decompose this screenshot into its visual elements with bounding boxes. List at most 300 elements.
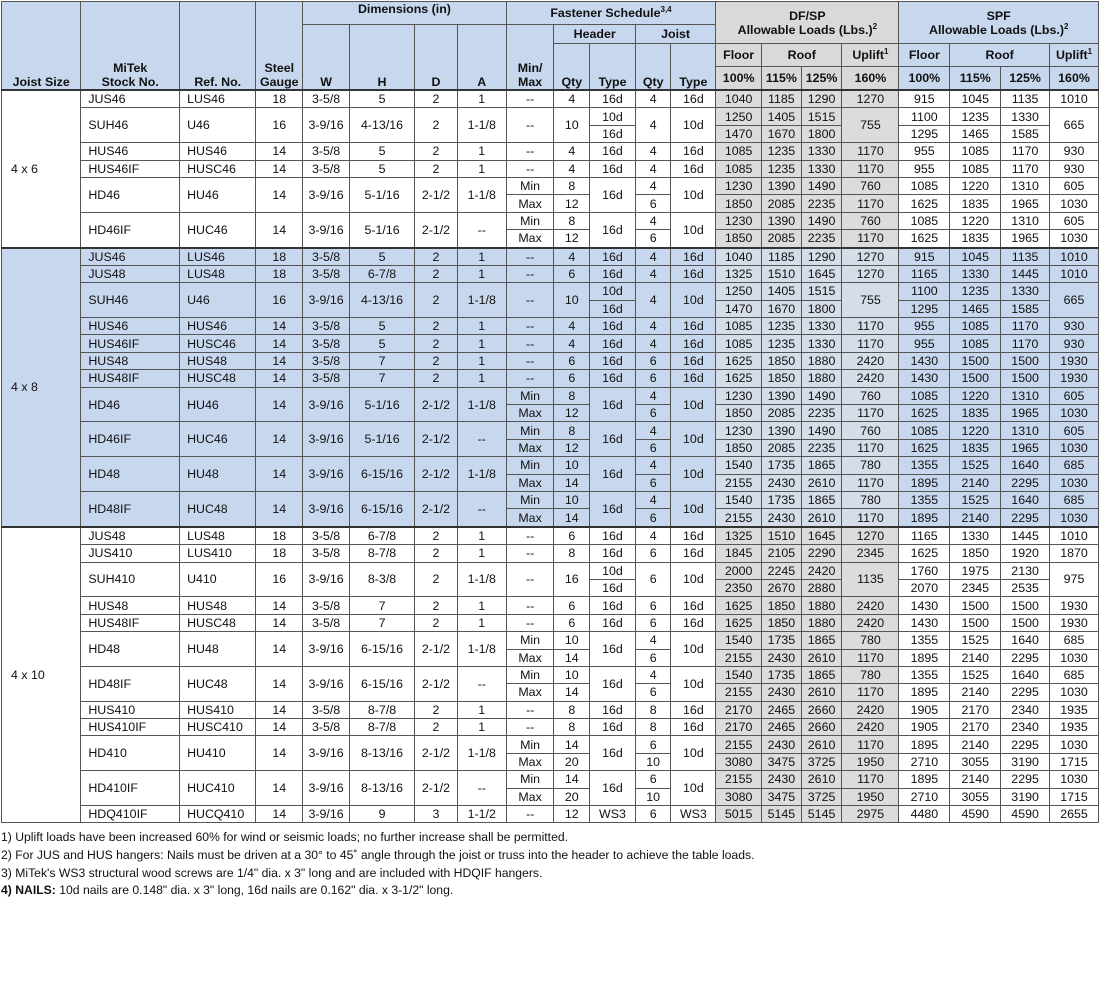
col-w: W (303, 25, 350, 91)
header-type-cell: 16d (590, 422, 636, 457)
dfsp-load-cell: 2465 (762, 701, 802, 718)
joist-qty-cell: 6 (635, 649, 671, 666)
header-type-cell: 16d (590, 457, 636, 492)
spf-load-cell: 1525 (950, 632, 1001, 649)
a-cell: 1 (457, 248, 506, 266)
min-max-cell: Max (506, 788, 554, 805)
w-cell: 3-9/16 (303, 736, 350, 771)
w-cell: 3-5/8 (303, 352, 350, 369)
stock-no-cell: HD410 (81, 736, 180, 771)
dfsp-load-cell: 1270 (842, 527, 899, 545)
min-max-cell: Min (506, 387, 554, 404)
dfsp-load-cell: 3475 (762, 753, 802, 770)
h-cell: 6-15/16 (349, 632, 414, 667)
joist-qty-cell: 8 (635, 701, 671, 718)
spf-load-cell: 930 (1050, 335, 1099, 352)
dfsp-load-cell: 3725 (801, 788, 842, 805)
min-max-cell: -- (506, 335, 554, 352)
col-joist-type: Type (671, 44, 716, 91)
table-row (2, 212, 1099, 229)
d-cell: 2 (415, 248, 458, 266)
a-cell: 1 (457, 719, 506, 736)
spf-load-cell: 1760 (899, 562, 950, 579)
dfsp-load-cell: 1625 (716, 370, 762, 387)
spf-load-cell: 1010 (1050, 248, 1099, 266)
d-cell: 2-1/2 (415, 177, 458, 212)
joist-group-4x10 (2, 527, 1099, 823)
a-cell: 1 (457, 597, 506, 614)
dfsp-load-cell: 1800 (801, 125, 842, 142)
dfsp-load-cell: 2670 (762, 579, 802, 596)
ref-no-cell: HU410 (180, 736, 256, 771)
d-cell: 2-1/2 (415, 491, 458, 526)
spf-load-cell: 1640 (1001, 632, 1050, 649)
dfsp-load-cell: 1250 (716, 283, 762, 300)
min-max-cell: -- (506, 283, 554, 318)
gauge-cell: 14 (256, 597, 303, 614)
d-cell: 2 (415, 562, 458, 597)
col-joist-size: Joist Size (2, 2, 81, 91)
joist-type-cell: 10d (671, 632, 716, 667)
spf-load-cell: 1500 (950, 597, 1001, 614)
dfsp-load-cell: 1880 (801, 614, 842, 631)
spf-load-cell: 1920 (1001, 545, 1050, 562)
ref-no-cell: HUSC46 (180, 335, 256, 352)
ref-no-cell: HUC46 (180, 212, 256, 247)
spf-load-cell: 2340 (1001, 701, 1050, 718)
dfsp-load-cell: 1490 (801, 387, 842, 404)
dfsp-load-cell: 1230 (716, 177, 762, 194)
dfsp-load-cell: 1290 (801, 248, 842, 266)
spf-load-cell: 1895 (899, 736, 950, 753)
dfsp-load-cell: 2155 (716, 771, 762, 788)
col-dfsp-group: DF/SP Allowable Loads $(Lbs.)^2$ (716, 2, 899, 44)
w-cell: 3-9/16 (303, 562, 350, 597)
table-row (2, 632, 1099, 649)
dfsp-load-cell: 1540 (716, 632, 762, 649)
dfsp-load-cell: 1270 (842, 90, 899, 108)
gauge-cell: 14 (256, 719, 303, 736)
col-ref-no: Ref. No. (180, 2, 256, 91)
header-type-cell: 16d (590, 527, 636, 545)
dfsp-load-cell: 760 (842, 422, 899, 439)
d-cell: 2 (415, 370, 458, 387)
dfsp-load-cell: 2235 (801, 405, 842, 422)
joist-qty-cell: 6 (635, 806, 671, 823)
dfsp-load-cell: 1235 (762, 318, 802, 335)
joist-qty-cell: 4 (635, 387, 671, 404)
spf-load-cell: 685 (1050, 491, 1099, 508)
spf-load-cell: 1930 (1050, 352, 1099, 369)
stock-no-cell: HUS46IF (81, 335, 180, 352)
dfsp-load-cell: 2430 (762, 771, 802, 788)
spf-load-cell: 1445 (1001, 527, 1050, 545)
dfsp-load-cell: 1290 (801, 90, 842, 108)
dfsp-load-cell: 1235 (762, 160, 802, 177)
min-max-cell: -- (506, 597, 554, 614)
d-cell: 2 (415, 108, 458, 143)
h-cell: 8-3/8 (349, 562, 414, 597)
min-max-cell: Max (506, 649, 554, 666)
col-spf-100: 100% (899, 67, 950, 91)
col-stock-no: MiTek Stock No. (81, 2, 180, 91)
min-max-cell: Max (506, 509, 554, 527)
w-cell: 3-5/8 (303, 318, 350, 335)
spf-load-cell: 1085 (899, 422, 950, 439)
dfsp-load-cell: 2610 (801, 771, 842, 788)
gauge-cell: 16 (256, 108, 303, 143)
min-max-cell: Min (506, 736, 554, 753)
table-header (2, 2, 1099, 91)
dfsp-load-cell: 2290 (801, 545, 842, 562)
a-cell: 1 (457, 143, 506, 160)
joist-qty-cell: 8 (635, 719, 671, 736)
stock-no-cell: HD410IF (81, 771, 180, 806)
spf-load-cell: 1465 (950, 125, 1001, 142)
col-dfsp-floor: Floor (716, 44, 762, 67)
table-row (2, 527, 1099, 545)
table-row (2, 370, 1099, 387)
dfsp-load-cell: 3725 (801, 753, 842, 770)
dfsp-load-cell: 2430 (762, 649, 802, 666)
dfsp-load-cell: 2420 (842, 719, 899, 736)
joist-type-cell: 10d (671, 108, 716, 143)
gauge-cell: 14 (256, 335, 303, 352)
stock-no-cell: SUH410 (81, 562, 180, 597)
spf-load-cell: 1085 (899, 177, 950, 194)
spf-load-cell: 1895 (899, 684, 950, 701)
header-qty-cell: 6 (554, 265, 590, 282)
joist-type-cell: 16d (671, 545, 716, 562)
spf-load-cell: 2710 (899, 788, 950, 805)
gauge-cell: 18 (256, 265, 303, 282)
dfsp-load-cell: 760 (842, 387, 899, 404)
d-cell: 2-1/2 (415, 666, 458, 701)
dfsp-load-cell: 1865 (801, 632, 842, 649)
joist-type-cell: 10d (671, 562, 716, 597)
spf-load-cell: 2170 (950, 701, 1001, 718)
dfsp-load-cell: 760 (842, 177, 899, 194)
joist-group-4x6 (2, 90, 1099, 248)
dfsp-load-cell: 2085 (762, 230, 802, 248)
header-type-cell: 16d (590, 318, 636, 335)
header-qty-cell: 8 (554, 545, 590, 562)
ref-no-cell: HUSC48 (180, 614, 256, 631)
dfsp-load-cell: 1735 (762, 491, 802, 508)
dfsp-load-cell: 3080 (716, 753, 762, 770)
header-type-cell: 16d (590, 352, 636, 369)
ref-no-cell: HUC410 (180, 771, 256, 806)
dfsp-load-cell: 1880 (801, 597, 842, 614)
header-type-cell: 16d (590, 597, 636, 614)
h-cell: 8-13/16 (349, 736, 414, 771)
spf-load-cell: 1010 (1050, 90, 1099, 108)
min-max-cell: -- (506, 248, 554, 266)
dfsp-load-cell: 2430 (762, 736, 802, 753)
dfsp-load-cell: 780 (842, 632, 899, 649)
table-row (2, 597, 1099, 614)
spf-load-cell: 1500 (950, 614, 1001, 631)
w-cell: 3-9/16 (303, 491, 350, 526)
header-type-cell: 16d (590, 248, 636, 266)
header-type-cell: 16d (590, 545, 636, 562)
footnote-4: 4) NAILS: 10d nails are 0.148" dia. x 3" long, 16d nails are 0.162" dia. x 3-1/2" long. (1, 883, 454, 898)
spf-load-cell: 1135 (1001, 90, 1050, 108)
spf-load-cell: 3055 (950, 753, 1001, 770)
min-max-cell: Min (506, 457, 554, 474)
spf-load-cell: 3190 (1001, 753, 1050, 770)
spf-load-cell: 1170 (1001, 335, 1050, 352)
ref-no-cell: HU48 (180, 632, 256, 667)
header-type-cell: 16d (590, 736, 636, 771)
spf-load-cell: 1085 (950, 335, 1001, 352)
spf-load-cell: 1935 (1050, 701, 1099, 718)
spf-load-cell: 1330 (1001, 283, 1050, 300)
joist-qty-cell: 4 (635, 248, 671, 266)
spf-load-cell: 1625 (899, 405, 950, 422)
spf-load-cell: 1010 (1050, 527, 1099, 545)
spf-load-cell: 930 (1050, 318, 1099, 335)
dfsp-load-cell: 1515 (801, 283, 842, 300)
spf-load-cell: 1430 (899, 370, 950, 387)
h-cell: 8-13/16 (349, 771, 414, 806)
joist-qty-cell: 6 (635, 439, 671, 456)
dfsp-load-cell: 2350 (716, 579, 762, 596)
table-row (2, 248, 1099, 266)
hanger-load-table (1, 1, 1099, 823)
dfsp-load-cell: 1625 (716, 597, 762, 614)
h-cell: 6-15/16 (349, 491, 414, 526)
header-qty-cell: 12 (554, 439, 590, 456)
joist-qty-cell: 6 (635, 352, 671, 369)
spf-load-cell: 1295 (899, 300, 950, 317)
table-row (2, 719, 1099, 736)
min-max-cell: -- (506, 806, 554, 823)
spf-load-cell: 1030 (1050, 736, 1099, 753)
dfsp-load-cell: 1850 (716, 439, 762, 456)
spf-load-cell: 1030 (1050, 684, 1099, 701)
header-qty-cell: 12 (554, 230, 590, 248)
min-max-cell: -- (506, 318, 554, 335)
ref-no-cell: HU46 (180, 387, 256, 422)
spf-load-cell: 1170 (1001, 143, 1050, 160)
w-cell: 3-9/16 (303, 666, 350, 701)
table-row (2, 491, 1099, 508)
spf-load-cell: 1330 (1001, 108, 1050, 125)
col-header-type: Type (590, 44, 636, 91)
joist-qty-cell: 4 (635, 318, 671, 335)
dfsp-load-cell: 2155 (716, 509, 762, 527)
dfsp-load-cell: 2345 (842, 545, 899, 562)
joist-type-cell: 16d (671, 90, 716, 108)
gauge-cell: 14 (256, 177, 303, 212)
joist-qty-cell: 6 (635, 474, 671, 491)
h-cell: 5 (349, 90, 414, 108)
gauge-cell: 14 (256, 160, 303, 177)
gauge-cell: 14 (256, 212, 303, 247)
dfsp-load-cell: 2170 (716, 719, 762, 736)
a-cell: -- (457, 771, 506, 806)
a-cell: 1 (457, 335, 506, 352)
joist-qty-cell: 4 (635, 666, 671, 683)
ref-no-cell: U46 (180, 283, 256, 318)
ref-no-cell: HUC48 (180, 666, 256, 701)
spf-load-cell: 2295 (1001, 649, 1050, 666)
spf-load-cell: 1030 (1050, 771, 1099, 788)
joist-qty-cell: 6 (635, 736, 671, 753)
spf-load-cell: 1625 (899, 545, 950, 562)
dfsp-load-cell: 1170 (842, 439, 899, 456)
gauge-cell: 16 (256, 283, 303, 318)
header-type-cell: 16d (590, 265, 636, 282)
h-cell: 6-7/8 (349, 265, 414, 282)
spf-load-cell: 1355 (899, 666, 950, 683)
ref-no-cell: U46 (180, 108, 256, 143)
dfsp-load-cell: 1625 (716, 352, 762, 369)
spf-load-cell: 1895 (899, 649, 950, 666)
spf-load-cell: 1030 (1050, 195, 1099, 212)
joist-qty-cell: 6 (635, 771, 671, 788)
table-row (2, 806, 1099, 823)
gauge-cell: 14 (256, 318, 303, 335)
dfsp-load-cell: 1515 (801, 108, 842, 125)
spf-load-cell: 2070 (899, 579, 950, 596)
d-cell: 2-1/2 (415, 771, 458, 806)
stock-no-cell: JUS48 (81, 265, 180, 282)
dfsp-load-cell: 1040 (716, 248, 762, 266)
dfsp-load-cell: 1625 (716, 614, 762, 631)
spf-load-cell: 1625 (899, 439, 950, 456)
joist-qty-cell: 6 (635, 545, 671, 562)
header-type-cell: 16d (590, 143, 636, 160)
joist-qty-cell: 4 (635, 143, 671, 160)
col-dimensions: Dimensions (in) (303, 2, 507, 25)
w-cell: 3-5/8 (303, 143, 350, 160)
joist-type-cell: 16d (671, 265, 716, 282)
header-type-cell: 16d (590, 614, 636, 631)
header-qty-cell: 14 (554, 684, 590, 701)
spf-load-cell: 2140 (950, 649, 1001, 666)
joist-type-cell: 10d (671, 387, 716, 422)
stock-no-cell: JUS48 (81, 527, 180, 545)
spf-load-cell: 605 (1050, 212, 1099, 229)
min-max-cell: Min (506, 212, 554, 229)
dfsp-load-cell: 3080 (716, 788, 762, 805)
dfsp-load-cell: 1085 (716, 143, 762, 160)
joist-group-4x8 (2, 248, 1099, 527)
dfsp-load-cell: 1950 (842, 788, 899, 805)
dfsp-load-cell: 1235 (762, 143, 802, 160)
min-max-cell: -- (506, 719, 554, 736)
gauge-cell: 14 (256, 614, 303, 631)
col-spf-125: 125% (1001, 67, 1050, 91)
spf-load-cell: 1430 (899, 352, 950, 369)
spf-load-cell: 1715 (1050, 788, 1099, 805)
stock-no-cell: HUS48 (81, 597, 180, 614)
spf-load-cell: 1330 (950, 265, 1001, 282)
dfsp-load-cell: 1540 (716, 491, 762, 508)
spf-load-cell: 1355 (899, 491, 950, 508)
header-qty-cell: 12 (554, 195, 590, 212)
header-qty-cell: 4 (554, 248, 590, 266)
spf-load-cell: 1525 (950, 666, 1001, 683)
w-cell: 3-5/8 (303, 527, 350, 545)
header-qty-cell: 8 (554, 422, 590, 439)
ref-no-cell: LUS48 (180, 527, 256, 545)
dfsp-load-cell: 1325 (716, 265, 762, 282)
dfsp-load-cell: 1230 (716, 422, 762, 439)
w-cell: 3-5/8 (303, 370, 350, 387)
gauge-cell: 14 (256, 143, 303, 160)
spf-load-cell: 2295 (1001, 474, 1050, 491)
joist-type-cell: 16d (671, 160, 716, 177)
spf-load-cell: 3190 (1001, 788, 1050, 805)
min-max-cell: -- (506, 614, 554, 631)
gauge-cell: 14 (256, 370, 303, 387)
spf-load-cell: 1835 (950, 405, 1001, 422)
header-type-cell: 16d (590, 666, 636, 701)
dfsp-load-cell: 2420 (842, 614, 899, 631)
h-cell: 5 (349, 143, 414, 160)
dfsp-load-cell: 2085 (762, 405, 802, 422)
a-cell: 1 (457, 701, 506, 718)
table-row (2, 318, 1099, 335)
joist-size-cell: 4 x 6 (2, 90, 81, 248)
spf-load-cell: 930 (1050, 143, 1099, 160)
spf-load-cell: 1045 (950, 248, 1001, 266)
spf-load-cell: 955 (899, 143, 950, 160)
spf-load-cell: 1235 (950, 283, 1001, 300)
header-qty-cell: 4 (554, 335, 590, 352)
w-cell: 3-9/16 (303, 806, 350, 823)
ref-no-cell: HUS48 (180, 352, 256, 369)
header-type-cell: 16d (590, 771, 636, 806)
ref-no-cell: HUSC48 (180, 370, 256, 387)
table-row (2, 701, 1099, 718)
ref-no-cell: HUS48 (180, 597, 256, 614)
d-cell: 2-1/2 (415, 387, 458, 422)
spf-load-cell: 1220 (950, 177, 1001, 194)
a-cell: 1 (457, 352, 506, 369)
dfsp-load-cell: 2155 (716, 684, 762, 701)
dfsp-uplift-cell: 1135 (842, 562, 899, 597)
dfsp-load-cell: 1330 (801, 160, 842, 177)
dfsp-load-cell: 1540 (716, 666, 762, 683)
dfsp-load-cell: 780 (842, 491, 899, 508)
header-qty-cell: 8 (554, 719, 590, 736)
h-cell: 7 (349, 370, 414, 387)
table-row (2, 265, 1099, 282)
spf-load-cell: 685 (1050, 666, 1099, 683)
col-header-qty: Qty (554, 44, 590, 91)
header-qty-cell: 14 (554, 509, 590, 527)
h-cell: 5-1/16 (349, 177, 414, 212)
spf-load-cell: 2295 (1001, 509, 1050, 527)
ref-no-cell: LUS48 (180, 265, 256, 282)
d-cell: 2 (415, 527, 458, 545)
dfsp-load-cell: 1850 (762, 370, 802, 387)
min-max-cell: Min (506, 177, 554, 194)
stock-no-cell: JUS410 (81, 545, 180, 562)
joist-qty-cell: 4 (635, 632, 671, 649)
spf-load-cell: 685 (1050, 457, 1099, 474)
ref-no-cell: HUCQ410 (180, 806, 256, 823)
h-cell: 5-1/16 (349, 387, 414, 422)
dfsp-load-cell: 1170 (842, 405, 899, 422)
dfsp-load-cell: 1170 (842, 474, 899, 491)
w-cell: 3-9/16 (303, 108, 350, 143)
dfsp-load-cell: 1330 (801, 318, 842, 335)
